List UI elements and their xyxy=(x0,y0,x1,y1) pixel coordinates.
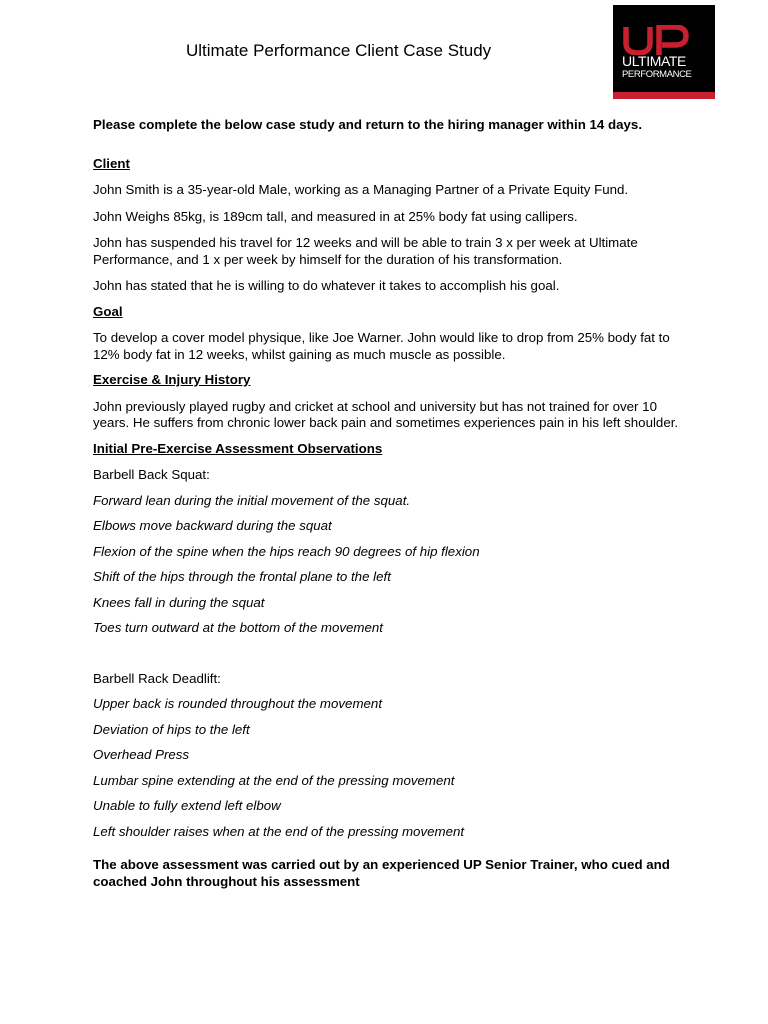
assessment-closing-note: The above assessment was carried out by an experienced UP Senior Trainer, who cued and coached John throughout his assessment xyxy=(93,857,670,889)
squat-observation: Flexion of the spine when the hips reach 90 degrees of hip flexion xyxy=(93,543,480,559)
history-text: John previously played rugby and cricket at school and university but has not trained for over 10 years. He suffers from chronic lower back pain and sometimes experiences pain in his left shoulder. xyxy=(93,398,679,430)
client-paragraph: John Smith is a 35-year-old Male, working as a Managing Partner of a Private Equity Fund. xyxy=(93,182,629,197)
deadlift-label: Barbell Rack Deadlift: xyxy=(93,670,221,686)
deadlift-observation: Upper back is rounded throughout the movement xyxy=(93,696,383,711)
client-heading: Client xyxy=(93,155,130,171)
assessment-heading: Initial Pre-Exercise Assessment Observations xyxy=(93,440,383,456)
squat-observation: Shift of the hips through the frontal plane to the left xyxy=(93,569,391,584)
logo-line-2: PERFORMANCE xyxy=(622,69,692,80)
deadlift-observation: Left shoulder raises when at the end of the pressing movement xyxy=(93,823,465,839)
client-paragraph: John has stated that he is willing to do whatever it takes to accomplish his goal. xyxy=(93,278,560,293)
goal-heading: Goal xyxy=(93,303,123,319)
squat-label: Barbell Back Squat: xyxy=(93,467,210,482)
up-logo-mark xyxy=(623,25,703,55)
squat-observation: Knees fall in during the squat xyxy=(93,594,265,610)
logo-line-1: ULTIMATE xyxy=(622,53,686,69)
squat-observation: Toes turn outward at the bottom of the movement xyxy=(93,620,383,635)
deadlift-observation: Lumbar spine extending at the end of the pressing movement xyxy=(93,772,455,788)
logo-accent-bar xyxy=(613,92,715,99)
squat-observation: Elbows move backward during the squat xyxy=(93,518,332,533)
squat-observation: Forward lean during the initial movement of the squat. xyxy=(93,492,411,508)
client-paragraph: John has suspended his travel for 12 weeks and will be able to train 3 x per week at Ultimate Performance, and 1 x per week by himself for the duration of his transformation. xyxy=(93,235,638,267)
page-title: Ultimate Performance Client Case Study xyxy=(186,41,492,60)
client-paragraph: John Weighs 85kg, is 189cm tall, and measured in at 25% body fat using callipers. xyxy=(93,208,578,224)
history-heading: Exercise & Injury History xyxy=(93,372,251,387)
deadlift-observation: Overhead Press xyxy=(93,747,190,762)
document-body xyxy=(93,117,693,890)
deadlift-observation: Unable to fully extend left elbow xyxy=(93,798,281,813)
goal-text: To develop a cover model physique, like Joe Warner. John would like to drop from 25% body fat to 12% body fat in 12 weeks, whilst gaining as much muscle as possible. xyxy=(93,330,670,362)
intro-instruction: Please complete the below case study and return to the hiring manager within 14 days. xyxy=(93,117,643,132)
deadlift-observation: Deviation of hips to the left xyxy=(93,721,250,737)
company-logo xyxy=(613,5,715,99)
